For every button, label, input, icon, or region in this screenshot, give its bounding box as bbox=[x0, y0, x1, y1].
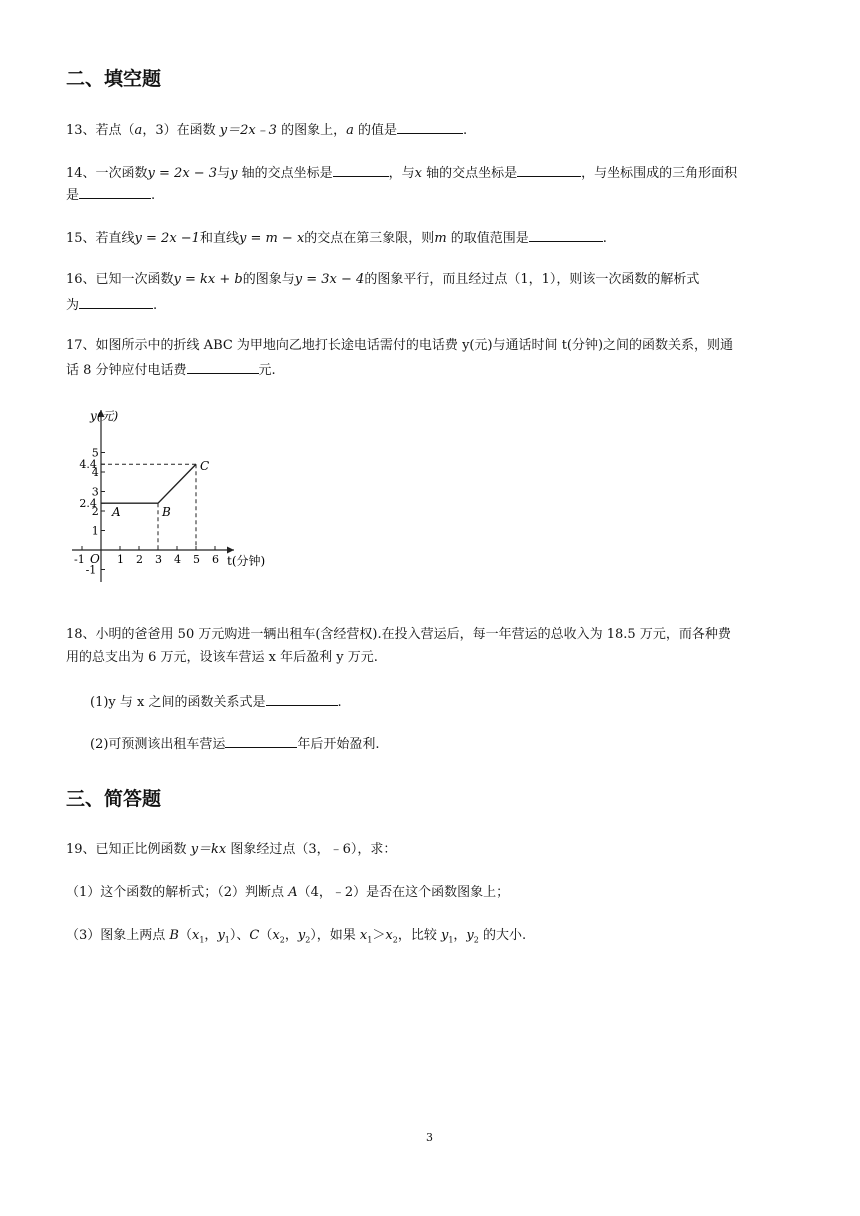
q19-sub: 1 bbox=[199, 935, 205, 945]
q15-text: 的取值范围是 bbox=[446, 231, 529, 246]
q16-text: 为 bbox=[66, 298, 80, 313]
q19-point-b: B bbox=[169, 928, 179, 943]
q19-sub: 2 bbox=[473, 935, 479, 945]
q13-end: . bbox=[462, 123, 468, 138]
q14-var-y: y bbox=[230, 166, 238, 181]
question-19-line2 bbox=[66, 883, 509, 903]
q14-text: 轴的交点坐标是 bbox=[237, 166, 333, 181]
q19-text: 的大小. bbox=[478, 928, 527, 943]
q19-var: x bbox=[272, 928, 280, 943]
q18-text: (1)y 与 x 之间的函数关系式是 bbox=[90, 695, 266, 710]
answer-blank bbox=[517, 162, 581, 177]
q14-text: 是 bbox=[66, 188, 80, 203]
q19-text: ， bbox=[204, 928, 218, 943]
q13-var-a: a bbox=[134, 123, 143, 138]
x-tick-label: 1 bbox=[117, 553, 124, 566]
answer-blank bbox=[79, 184, 151, 199]
answer-blank bbox=[397, 119, 463, 134]
y-tick-label: 4 bbox=[91, 466, 99, 479]
q15-equation-2: y = m − x bbox=[238, 231, 305, 246]
question-18: 18、小明的爸爸用 50 万元购进一辆出租车(含经营权).在投入营运后，每一年营运的总收入为 18.5 万元，而各种费 bbox=[66, 627, 731, 642]
y-axis-label: y(元) bbox=[90, 409, 119, 423]
q15-end: . bbox=[602, 231, 607, 246]
q13-function: y＝2x﹣3 bbox=[219, 123, 277, 138]
q14-text: 轴的交点坐标是 bbox=[421, 166, 518, 181]
q19-point-c: C bbox=[249, 928, 260, 943]
q16-text: 16、已知一次函数 bbox=[66, 272, 174, 287]
q19-text: 图象经过点（3，﹣6），求： bbox=[226, 842, 397, 857]
q13-text: 的图象上， bbox=[276, 123, 347, 138]
q17-text: 元. bbox=[258, 363, 276, 378]
point-label-b: B bbox=[162, 505, 171, 520]
y-tick-label: 2.4 bbox=[79, 497, 97, 511]
q14-text: 14、一次函数 bbox=[66, 166, 148, 181]
question-16-line2 bbox=[66, 294, 157, 316]
q19-var: x bbox=[385, 928, 393, 943]
q19-sub: 1 bbox=[448, 935, 454, 945]
question-19 bbox=[66, 840, 396, 860]
q19-text: ， bbox=[453, 928, 467, 943]
origin-label: O bbox=[90, 552, 100, 566]
q16-end: . bbox=[153, 298, 158, 313]
y-tick-label: 2 bbox=[91, 505, 99, 518]
q19-var: x bbox=[191, 928, 200, 943]
q19-var: y bbox=[440, 928, 449, 943]
q16-equation-1: y = kx + b bbox=[173, 272, 243, 287]
point-label-c: C bbox=[200, 459, 210, 474]
x-tick-label: 6 bbox=[212, 553, 219, 566]
q19-text: ）、 bbox=[229, 928, 250, 943]
q19-sub: 2 bbox=[305, 935, 311, 945]
q13-text: 的值是 bbox=[353, 123, 397, 138]
q19-text: ， bbox=[284, 928, 298, 943]
q17-text: 话 8 分钟应付电话费 bbox=[66, 363, 187, 378]
answer-blank bbox=[333, 162, 389, 177]
y-tick-label: 1 bbox=[91, 524, 99, 538]
question-18-part2 bbox=[90, 733, 380, 755]
q19-point-a: A bbox=[288, 885, 298, 900]
point-label-a: A bbox=[112, 505, 121, 520]
q16-text: 的图象与 bbox=[242, 272, 295, 287]
q13-text: ，3）在函数 bbox=[142, 123, 220, 138]
q19-sub: 2 bbox=[279, 935, 285, 945]
q19-text: 19、已知正比例函数 bbox=[66, 842, 191, 857]
q19-function: y＝kx bbox=[190, 842, 227, 857]
x-tick-label: 5 bbox=[193, 553, 200, 566]
q15-text: 15、若直线 bbox=[66, 231, 135, 246]
q17-function-graph bbox=[66, 400, 286, 585]
q18-text: (2)可预测该出租车营运 bbox=[90, 737, 226, 752]
section-title-fill-in: 二、填空题 bbox=[66, 68, 162, 90]
q19-text: （4，﹣2）是否在这个函数图象上； bbox=[297, 885, 510, 900]
answer-blank bbox=[266, 691, 338, 706]
question-18-line2: 用的总支出为 6 万元，设该车营运 x 年后盈利 y 万元. bbox=[66, 650, 378, 665]
question-14-line2 bbox=[66, 184, 155, 206]
q19-text: （ bbox=[259, 928, 273, 943]
q19-sub: 1 bbox=[224, 935, 230, 945]
q19-text: （1）这个函数的解析式；（2）判断点 bbox=[66, 885, 289, 900]
question-19-line3 bbox=[66, 926, 526, 951]
q19-text: （ bbox=[178, 928, 192, 943]
y-tick-label: -1 bbox=[85, 563, 97, 577]
q16-text: 的图象平行，而且经过点（1，1），则该一次函数的解析式 bbox=[364, 272, 700, 287]
section-title-short-answer: 三、简答题 bbox=[66, 788, 162, 810]
x-tick-label: 4 bbox=[174, 553, 181, 566]
q19-text: ＞ bbox=[372, 928, 386, 943]
question-17-line2 bbox=[66, 359, 276, 381]
question-17: 17、如图所示中的折线 ABC 为甲地向乙地打长途电话需付的电话费 y(元)与通话时间 t(分钟)之间的函数关系，则通 bbox=[66, 338, 734, 353]
x-tick-label: -1 bbox=[74, 553, 85, 566]
q16-equation-2: y = 3x − 4 bbox=[294, 272, 365, 287]
question-13 bbox=[66, 119, 467, 141]
answer-blank bbox=[187, 359, 259, 374]
q13-text: 13、若点（ bbox=[66, 123, 135, 138]
y-tick-label: 4.4 bbox=[79, 458, 97, 472]
q14-var-x: x bbox=[414, 166, 422, 181]
q14-equation: y = 2x − 3 bbox=[147, 166, 218, 181]
q19-var: y bbox=[217, 928, 225, 943]
q19-var: y bbox=[297, 928, 306, 943]
q14-end: . bbox=[151, 188, 156, 203]
q15-text: 和直线 bbox=[199, 231, 239, 246]
answer-blank bbox=[529, 227, 603, 242]
q19-var: y bbox=[466, 928, 474, 943]
question-15 bbox=[66, 227, 607, 249]
question-14 bbox=[66, 162, 737, 184]
page-number: 3 bbox=[426, 1131, 433, 1144]
q18-text: . bbox=[337, 695, 342, 710]
y-tick-label: 3 bbox=[91, 485, 99, 499]
q19-sub: 2 bbox=[392, 935, 398, 945]
q19-var: x bbox=[359, 928, 368, 943]
question-16 bbox=[66, 270, 699, 290]
q14-text: ，与 bbox=[388, 166, 415, 181]
q13-var-a: a bbox=[346, 123, 354, 138]
answer-blank bbox=[79, 294, 153, 309]
q19-text: ），如果 bbox=[310, 928, 360, 943]
q19-text: ，比较 bbox=[397, 928, 441, 943]
question-18-part1 bbox=[90, 691, 342, 713]
series-line bbox=[101, 464, 196, 503]
q15-text: 的交点在第三象限，则 bbox=[304, 231, 435, 246]
x-tick-label: 3 bbox=[155, 553, 162, 566]
q15-equation-1: y = 2x −1 bbox=[134, 231, 200, 246]
answer-blank bbox=[225, 733, 297, 748]
y-tick-label: 5 bbox=[91, 446, 99, 460]
x-axis-label: t(分钟) bbox=[227, 554, 266, 568]
q18-text: 年后开始盈利. bbox=[297, 737, 380, 752]
x-tick-label: 2 bbox=[136, 553, 143, 566]
q14-text: 与 bbox=[217, 166, 231, 181]
q14-text: ，与坐标围成的三角形面积 bbox=[581, 166, 738, 181]
q19-sub: 1 bbox=[367, 935, 373, 945]
q15-var-m: m bbox=[434, 231, 447, 246]
q19-text: （3）图象上两点 bbox=[66, 928, 170, 943]
